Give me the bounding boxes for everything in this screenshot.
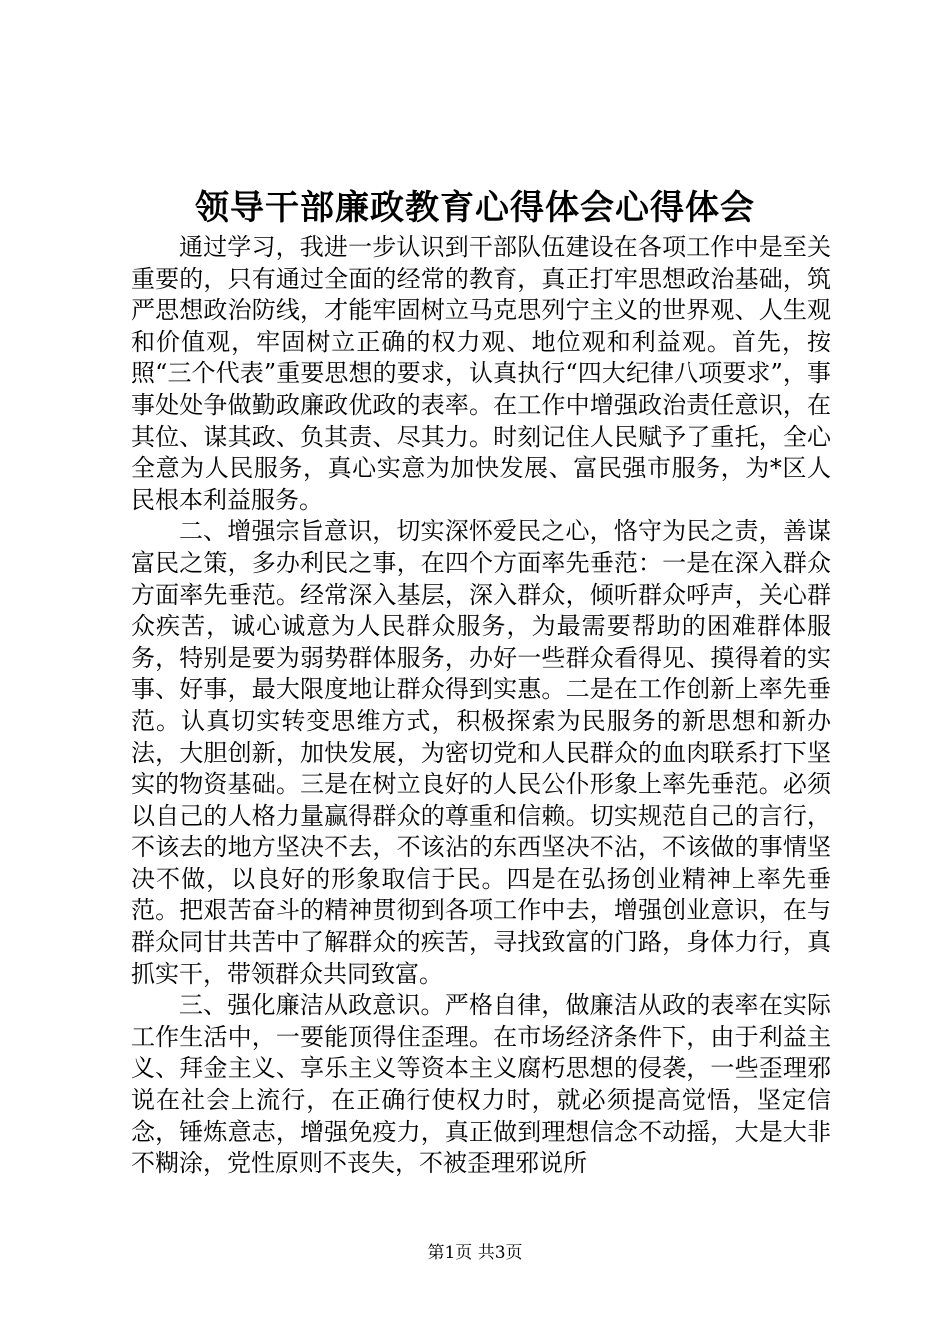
document-title: 领导干部廉政教育心得体会心得体会 bbox=[195, 188, 755, 228]
page-footer: 第1页 共3页 bbox=[427, 1243, 523, 1263]
document-body bbox=[131, 232, 831, 1180]
paragraph-purpose-awareness: 二、增强宗旨意识，切实深怀爱民之心，恪守为民之责，善谋富民之策，多办利民之事，在四个方面率先垂范：一是在深入群众方面率先垂范。经常深入基层，深入群众，倾听群众呼声，关心群众疾苦，诚心诚意为人民群众服务，为最需要帮助的困难群体服务，特别是要为弱势群体服务，办好一些群众看得见、摸得着的实事、好事，最大限度地让群众得到实惠。二是在工作创新上率先垂范。认真切实转变思维方式，积极探索为民服务的新思想和新办法，大胆创新，加快发展，为密切党和人民群众的血肉联系打下坚实的物资基础。三是在树立良好的人民公仆形象上率先垂范。必须以自己的人格力量赢得群众的尊重和信赖。切实规范自己的言行，不该去的地方坚决不去，不该沾的东西坚决不沾，不该做的事情坚决不做，以良好的形象取信于民。四是在弘扬创业精神上率先垂范。把艰苦奋斗的精神贯彻到各项工作中去，增强创业意识，在与群众同甘共苦中了解群众的疾苦，寻找致富的门路，身体力行，真抓实干，带领群众共同致富。 bbox=[131, 517, 831, 988]
paragraph-intro: 通过学习，我进一步认识到干部队伍建设在各项工作中是至关重要的，只有通过全面的经常的教育，真正打牢思想政治基础，筑严思想政治防线，才能牢固树立马克思列宁主义的世界观、人生观和价值观，牢固树立正确的权力观、地位观和利益观。首先，按照“三个代表”重要思想的要求，认真执行“四大纪律八项要求”，事事处处争做勤政廉政优政的表率。在工作中增强政治责任意识，在其位、谋其政、负其责、尽其力。时刻记住人民赋予了重托，全心全意为人民服务，真心实意为加快发展、富民强市服务，为*区人民根本利益服务。 bbox=[131, 233, 831, 514]
paragraph-integrity-awareness: 三、强化廉洁从政意识。严格自律，做廉洁从政的表率在实际工作生活中，一要能顶得住歪理。在市场经济条件下，由于利益主义、拜金主义、享乐主义等资本主义腐朽思想的侵袭，一些歪理邪说在社会上流行，在正确行使权力时，就必须提高觉悟，坚定信念，锤炼意志，增强免疫力，真正做到理想信念不动摇，大是大非不糊涂，党性原则不丧失，不被歪理邪说所 bbox=[131, 991, 831, 1178]
